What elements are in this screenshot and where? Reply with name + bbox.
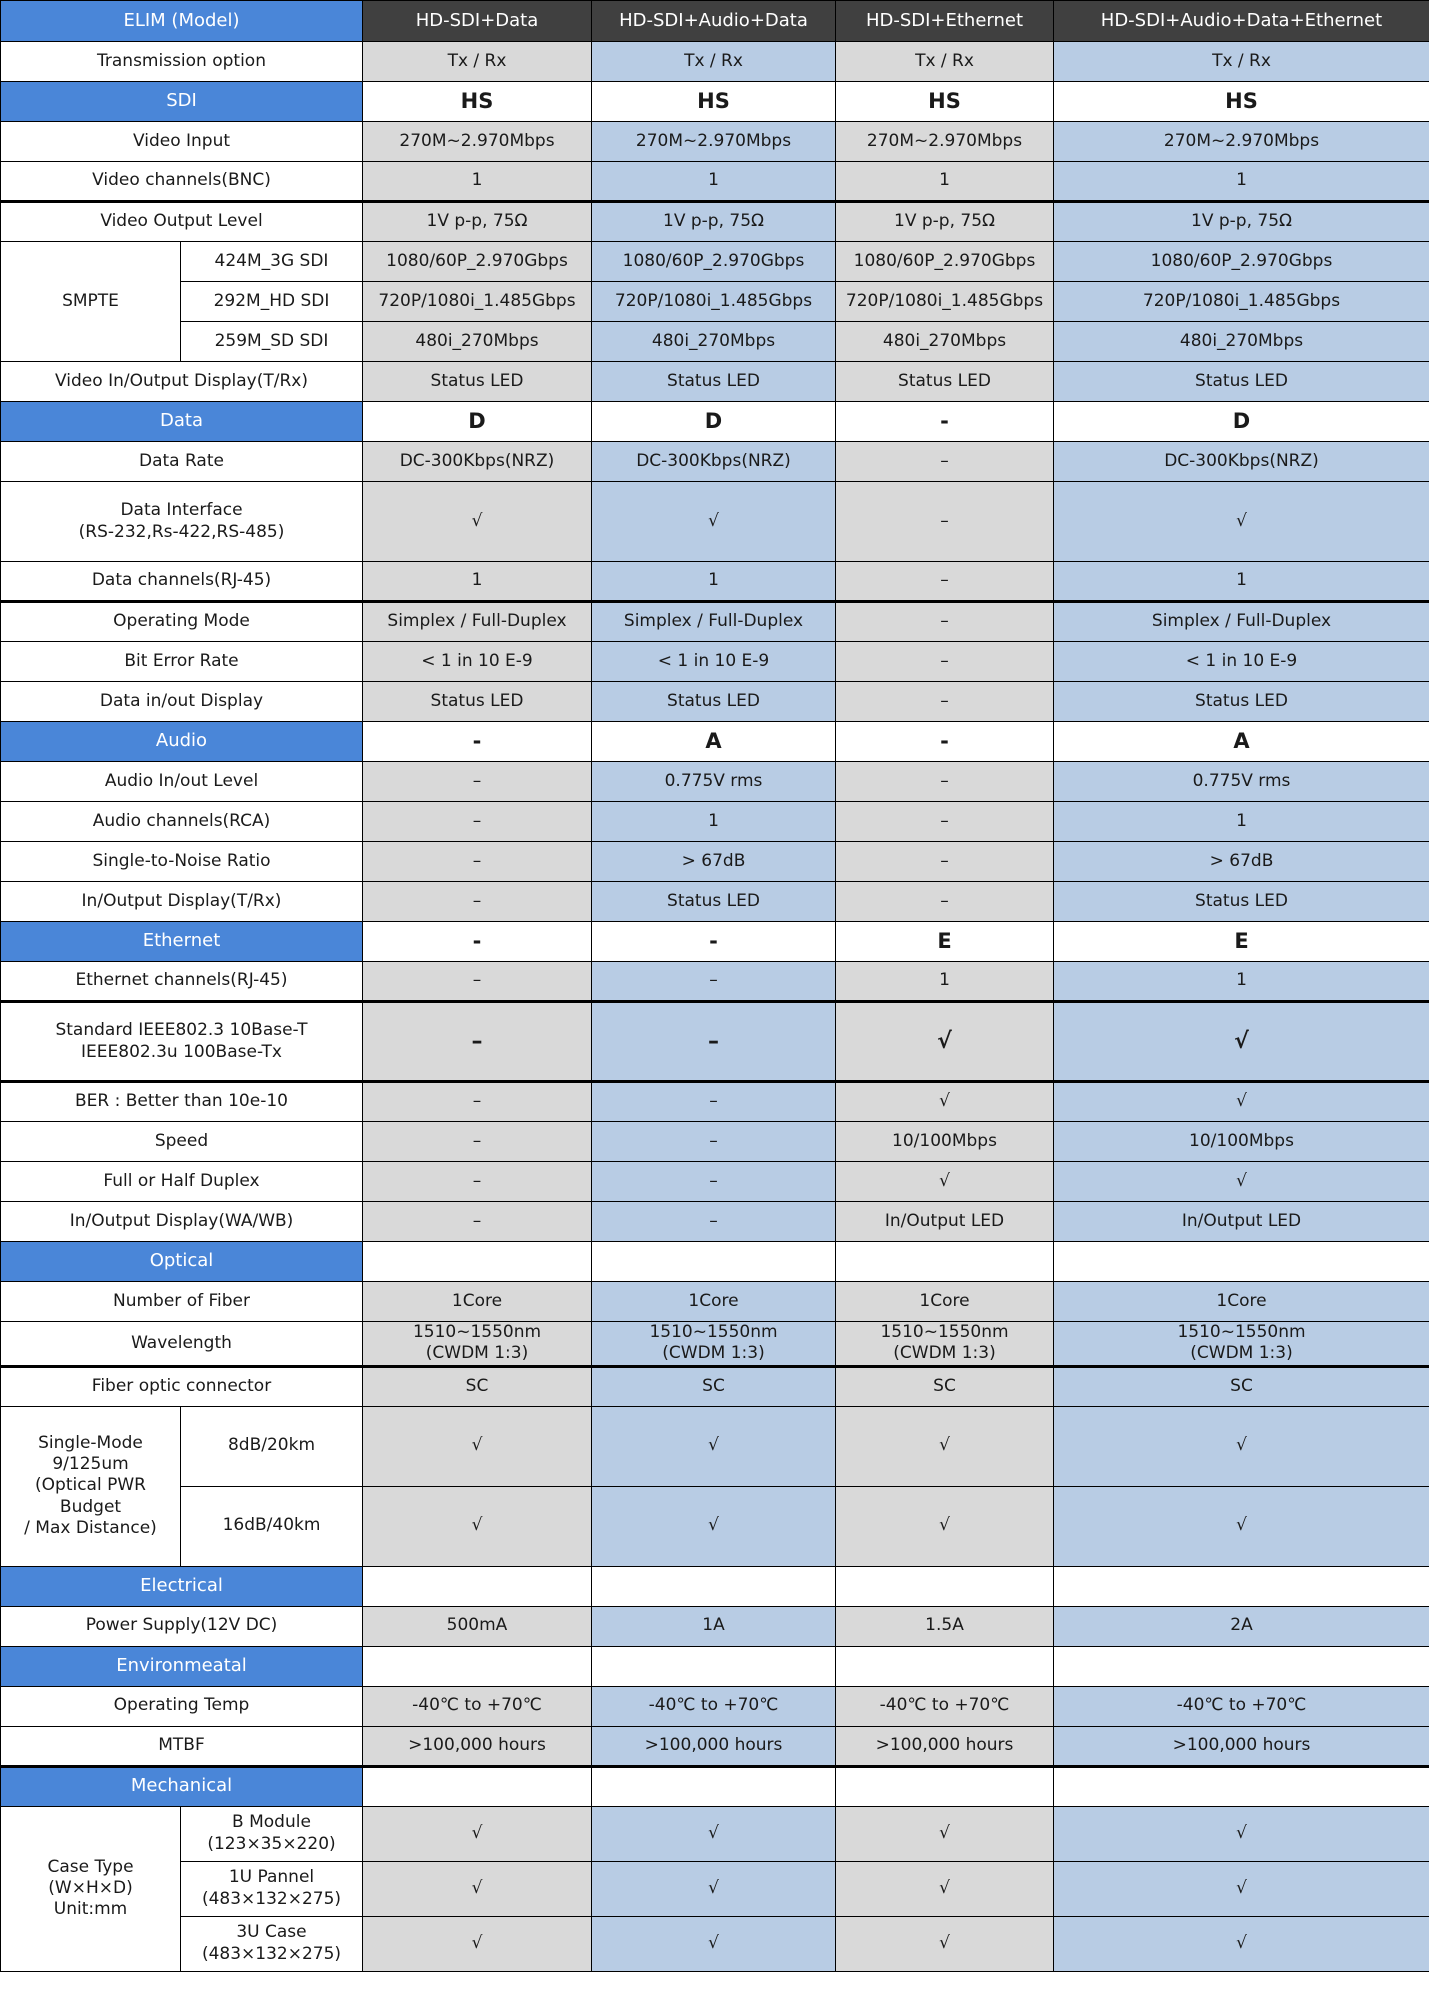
row-single-mode-40km <box>1 1486 1429 1566</box>
cell-ethernet-channels-4: 1 <box>1054 962 1429 1002</box>
cell-video-channels-bnc-1: 1 <box>363 162 592 202</box>
cell-audio-display-4: Status LED <box>1054 882 1429 922</box>
row-label-ethernet-duplex: Full or Half Duplex <box>1 1162 363 1202</box>
cell-ethernet-2: - <box>592 922 836 962</box>
row-fiber-connector <box>1 1366 1429 1406</box>
cell-operating-mode-3: – <box>836 602 1054 642</box>
cell-number-of-fiber-3: 1Core <box>836 1282 1054 1322</box>
row-wavelength <box>1 1322 1429 1367</box>
row-label-bit-error-rate: Bit Error Rate <box>1 642 363 682</box>
sub-label-case-3u: 3U Case (483×132×275) <box>181 1916 363 1971</box>
header-row <box>1 1 1429 42</box>
sub-label-case-1u: 1U Pannel (483×132×275) <box>181 1861 363 1916</box>
cell-snr-2: > 67dB <box>592 842 836 882</box>
cell-number-of-fiber-2: 1Core <box>592 1282 836 1322</box>
cell-snr-3: – <box>836 842 1054 882</box>
sub-label-case-b-module: B Module (123×35×220) <box>181 1806 363 1861</box>
cell-data-rate-2: DC-300Kbps(NRZ) <box>592 442 836 482</box>
row-ethernet-duplex <box>1 1162 1429 1202</box>
section-label-optical: Optical <box>1 1242 363 1282</box>
cell-bit-error-rate-2: < 1 in 10 E-9 <box>592 642 836 682</box>
row-mtbf <box>1 1726 1429 1766</box>
cell-data-interface-2: √ <box>592 482 836 562</box>
cell-ethernet-display-3: In/Output LED <box>836 1202 1054 1242</box>
row-data-rate <box>1 442 1429 482</box>
cell-video-display-3: Status LED <box>836 362 1054 402</box>
cell-ethernet-speed-4: 10/100Mbps <box>1054 1122 1429 1162</box>
cell-audio-level-1: – <box>363 762 592 802</box>
cell-case-b-module-3: √ <box>836 1806 1054 1861</box>
row-smpte-424m <box>1 242 1429 282</box>
row-label-audio-display: In/Output Display(T/Rx) <box>1 882 363 922</box>
cell-environmental-2 <box>592 1646 836 1686</box>
cell-case-b-module-2: √ <box>592 1806 836 1861</box>
cell-single-mode-20km-1: √ <box>363 1406 592 1486</box>
cell-ethernet-channels-3: 1 <box>836 962 1054 1002</box>
row-label-mtbf: MTBF <box>1 1726 363 1766</box>
cell-data-interface-1: √ <box>363 482 592 562</box>
cell-video-display-1: Status LED <box>363 362 592 402</box>
cell-operating-mode-4: Simplex / Full-Duplex <box>1054 602 1429 642</box>
row-label-data-channels: Data channels(RJ-45) <box>1 562 363 602</box>
row-video-input <box>1 122 1429 162</box>
cell-optical-3 <box>836 1242 1054 1282</box>
row-label-data-display: Data in/out Display <box>1 682 363 722</box>
row-ethernet <box>1 922 1429 962</box>
row-bit-error-rate <box>1 642 1429 682</box>
row-power-supply <box>1 1606 1429 1646</box>
cell-ethernet-channels-2: – <box>592 962 836 1002</box>
cell-power-supply-3: 1.5A <box>836 1606 1054 1646</box>
cell-audio-display-1: – <box>363 882 592 922</box>
cell-ethernet-4: E <box>1054 922 1429 962</box>
cell-video-output-level-4: 1V p-p, 75Ω <box>1054 202 1429 242</box>
cell-smpte-292m-3: 720P/1080i_1.485Gbps <box>836 282 1054 322</box>
cell-snr-1: – <box>363 842 592 882</box>
cell-data-rate-4: DC-300Kbps(NRZ) <box>1054 442 1429 482</box>
row-data <box>1 402 1429 442</box>
row-label-video-input: Video Input <box>1 122 363 162</box>
section-label-audio: Audio <box>1 722 363 762</box>
cell-wavelength-3: 1510~1550nm (CWDM 1:3) <box>836 1322 1054 1367</box>
cell-ethernet-channels-1: – <box>363 962 592 1002</box>
row-label-operating-mode: Operating Mode <box>1 602 363 642</box>
cell-audio-channels-1: – <box>363 802 592 842</box>
cell-ethernet-display-4: In/Output LED <box>1054 1202 1429 1242</box>
cell-video-input-1: 270M~2.970Mbps <box>363 122 592 162</box>
row-smpte-259m <box>1 322 1429 362</box>
row-operating-temp <box>1 1686 1429 1726</box>
row-snr <box>1 842 1429 882</box>
cell-ethernet-standard-1: – <box>363 1002 592 1082</box>
row-label-number-of-fiber: Number of Fiber <box>1 1282 363 1322</box>
row-label-ethernet-standard: Standard IEEE802.3 10Base-T IEEE802.3u 100Base-Tx <box>1 1002 363 1082</box>
row-label-fiber-connector: Fiber optic connector <box>1 1366 363 1406</box>
sub-label-smpte-424m: 424M_3G SDI <box>181 242 363 282</box>
model-header-4: HD-SDI+Audio+Data+Ethernet <box>1054 1 1429 42</box>
row-label-power-supply: Power Supply(12V DC) <box>1 1606 363 1646</box>
header-label: ELIM (Model) <box>1 1 363 42</box>
row-video-display <box>1 362 1429 402</box>
cell-mechanical-1 <box>363 1766 592 1806</box>
cell-video-display-4: Status LED <box>1054 362 1429 402</box>
group-label-single-mode-20km: Single-Mode 9/125um (Optical PWR Budget / Max Distance) <box>1 1406 181 1566</box>
cell-smpte-292m-4: 720P/1080i_1.485Gbps <box>1054 282 1429 322</box>
cell-audio-channels-2: 1 <box>592 802 836 842</box>
cell-audio-channels-3: – <box>836 802 1054 842</box>
cell-electrical-3 <box>836 1566 1054 1606</box>
cell-ethernet-speed-3: 10/100Mbps <box>836 1122 1054 1162</box>
cell-audio-display-2: Status LED <box>592 882 836 922</box>
row-label-audio-channels: Audio channels(RCA) <box>1 802 363 842</box>
row-label-operating-temp: Operating Temp <box>1 1686 363 1726</box>
cell-ethernet-ber-1: – <box>363 1082 592 1122</box>
row-video-channels-bnc <box>1 162 1429 202</box>
cell-single-mode-40km-4: √ <box>1054 1486 1429 1566</box>
cell-data-1: D <box>363 402 592 442</box>
cell-fiber-connector-1: SC <box>363 1366 592 1406</box>
row-label-transmission-option: Transmission option <box>1 42 363 82</box>
cell-case-b-module-4: √ <box>1054 1806 1429 1861</box>
cell-audio-4: A <box>1054 722 1429 762</box>
cell-audio-2: A <box>592 722 836 762</box>
cell-power-supply-1: 500mA <box>363 1606 592 1646</box>
cell-ethernet-display-2: – <box>592 1202 836 1242</box>
cell-ethernet-duplex-1: – <box>363 1162 592 1202</box>
row-audio-level <box>1 762 1429 802</box>
cell-ethernet-speed-2: – <box>592 1122 836 1162</box>
cell-audio-level-4: 0.775V rms <box>1054 762 1429 802</box>
row-label-data-interface: Data Interface (RS-232,Rs-422,RS-485) <box>1 482 363 562</box>
group-label-smpte-424m: SMPTE <box>1 242 181 362</box>
cell-data-channels-4: 1 <box>1054 562 1429 602</box>
row-label-video-channels-bnc: Video channels(BNC) <box>1 162 363 202</box>
cell-ethernet-1: - <box>363 922 592 962</box>
cell-bit-error-rate-3: – <box>836 642 1054 682</box>
cell-video-channels-bnc-4: 1 <box>1054 162 1429 202</box>
cell-operating-temp-4: -40℃ to +70℃ <box>1054 1686 1429 1726</box>
row-data-interface <box>1 482 1429 562</box>
cell-data-interface-3: – <box>836 482 1054 562</box>
cell-ethernet-duplex-3: √ <box>836 1162 1054 1202</box>
cell-single-mode-40km-3: √ <box>836 1486 1054 1566</box>
row-label-audio-level: Audio In/out Level <box>1 762 363 802</box>
cell-case-1u-3: √ <box>836 1861 1054 1916</box>
cell-single-mode-20km-3: √ <box>836 1406 1054 1486</box>
sub-label-single-mode-20km: 8dB/20km <box>181 1406 363 1486</box>
row-ethernet-standard <box>1 1002 1429 1082</box>
row-ethernet-display <box>1 1202 1429 1242</box>
group-label-case-b-module: Case Type (W×H×D) Unit:mm <box>1 1806 181 1971</box>
cell-mtbf-3: >100,000 hours <box>836 1726 1054 1766</box>
cell-data-display-2: Status LED <box>592 682 836 722</box>
cell-operating-temp-1: -40℃ to +70℃ <box>363 1686 592 1726</box>
cell-video-output-level-2: 1V p-p, 75Ω <box>592 202 836 242</box>
cell-mtbf-1: >100,000 hours <box>363 1726 592 1766</box>
row-electrical <box>1 1566 1429 1606</box>
cell-ethernet-duplex-2: – <box>592 1162 836 1202</box>
cell-case-1u-2: √ <box>592 1861 836 1916</box>
cell-environmental-4 <box>1054 1646 1429 1686</box>
row-label-data-rate: Data Rate <box>1 442 363 482</box>
cell-optical-1 <box>363 1242 592 1282</box>
sub-label-smpte-259m: 259M_SD SDI <box>181 322 363 362</box>
cell-mechanical-2 <box>592 1766 836 1806</box>
cell-ethernet-duplex-4: √ <box>1054 1162 1429 1202</box>
cell-data-channels-2: 1 <box>592 562 836 602</box>
cell-ethernet-ber-4: √ <box>1054 1082 1429 1122</box>
row-transmission-option <box>1 42 1429 82</box>
cell-transmission-option-4: Tx / Rx <box>1054 42 1429 82</box>
cell-smpte-424m-1: 1080/60P_2.970Gbps <box>363 242 592 282</box>
row-audio-display <box>1 882 1429 922</box>
cell-video-output-level-3: 1V p-p, 75Ω <box>836 202 1054 242</box>
row-case-3u <box>1 1916 1429 1971</box>
cell-power-supply-2: 1A <box>592 1606 836 1646</box>
cell-ethernet-standard-3: √ <box>836 1002 1054 1082</box>
row-audio <box>1 722 1429 762</box>
row-operating-mode <box>1 602 1429 642</box>
cell-audio-1: - <box>363 722 592 762</box>
cell-environmental-1 <box>363 1646 592 1686</box>
row-number-of-fiber <box>1 1282 1429 1322</box>
cell-snr-4: > 67dB <box>1054 842 1429 882</box>
cell-ethernet-display-1: – <box>363 1202 592 1242</box>
model-header-2: HD-SDI+Audio+Data <box>592 1 836 42</box>
cell-mechanical-3 <box>836 1766 1054 1806</box>
spec-table-body <box>1 1 1429 1972</box>
section-label-electrical: Electrical <box>1 1566 363 1606</box>
cell-operating-mode-1: Simplex / Full-Duplex <box>363 602 592 642</box>
row-data-display <box>1 682 1429 722</box>
row-label-ethernet-channels: Ethernet channels(RJ-45) <box>1 962 363 1002</box>
cell-number-of-fiber-4: 1Core <box>1054 1282 1429 1322</box>
cell-smpte-424m-2: 1080/60P_2.970Gbps <box>592 242 836 282</box>
row-video-output-level <box>1 202 1429 242</box>
cell-transmission-option-3: Tx / Rx <box>836 42 1054 82</box>
cell-data-4: D <box>1054 402 1429 442</box>
cell-video-channels-bnc-3: 1 <box>836 162 1054 202</box>
row-ethernet-channels <box>1 962 1429 1002</box>
model-header-1: HD-SDI+Data <box>363 1 592 42</box>
cell-electrical-1 <box>363 1566 592 1606</box>
row-label-ethernet-speed: Speed <box>1 1122 363 1162</box>
sub-label-single-mode-40km: 16dB/40km <box>181 1486 363 1566</box>
cell-bit-error-rate-1: < 1 in 10 E-9 <box>363 642 592 682</box>
model-header-3: HD-SDI+Ethernet <box>836 1 1054 42</box>
cell-data-rate-1: DC-300Kbps(NRZ) <box>363 442 592 482</box>
cell-data-rate-3: – <box>836 442 1054 482</box>
cell-data-3: - <box>836 402 1054 442</box>
row-environmental <box>1 1646 1429 1686</box>
cell-smpte-259m-4: 480i_270Mbps <box>1054 322 1429 362</box>
cell-mtbf-2: >100,000 hours <box>592 1726 836 1766</box>
cell-audio-level-3: – <box>836 762 1054 802</box>
cell-data-display-3: – <box>836 682 1054 722</box>
row-mechanical <box>1 1766 1429 1806</box>
cell-optical-4 <box>1054 1242 1429 1282</box>
cell-smpte-259m-3: 480i_270Mbps <box>836 322 1054 362</box>
row-label-wavelength: Wavelength <box>1 1322 363 1367</box>
cell-smpte-259m-2: 480i_270Mbps <box>592 322 836 362</box>
section-label-sdi: SDI <box>1 82 363 122</box>
cell-sdi-1: HS <box>363 82 592 122</box>
cell-single-mode-20km-2: √ <box>592 1406 836 1486</box>
cell-video-output-level-1: 1V p-p, 75Ω <box>363 202 592 242</box>
cell-audio-display-3: – <box>836 882 1054 922</box>
cell-electrical-4 <box>1054 1566 1429 1606</box>
cell-smpte-424m-3: 1080/60P_2.970Gbps <box>836 242 1054 282</box>
row-sdi <box>1 82 1429 122</box>
cell-number-of-fiber-1: 1Core <box>363 1282 592 1322</box>
row-label-video-display: Video In/Output Display(T/Rx) <box>1 362 363 402</box>
cell-data-2: D <box>592 402 836 442</box>
cell-single-mode-20km-4: √ <box>1054 1406 1429 1486</box>
cell-data-display-1: Status LED <box>363 682 592 722</box>
row-optical <box>1 1242 1429 1282</box>
cell-power-supply-4: 2A <box>1054 1606 1429 1646</box>
cell-transmission-option-1: Tx / Rx <box>363 42 592 82</box>
cell-smpte-292m-2: 720P/1080i_1.485Gbps <box>592 282 836 322</box>
cell-data-interface-4: √ <box>1054 482 1429 562</box>
cell-operating-temp-3: -40℃ to +70℃ <box>836 1686 1054 1726</box>
row-data-channels <box>1 562 1429 602</box>
cell-video-input-2: 270M~2.970Mbps <box>592 122 836 162</box>
cell-wavelength-4: 1510~1550nm (CWDM 1:3) <box>1054 1322 1429 1367</box>
cell-video-input-3: 270M~2.970Mbps <box>836 122 1054 162</box>
cell-wavelength-2: 1510~1550nm (CWDM 1:3) <box>592 1322 836 1367</box>
row-label-ethernet-ber: BER : Better than 10e-10 <box>1 1082 363 1122</box>
cell-fiber-connector-3: SC <box>836 1366 1054 1406</box>
cell-case-3u-4: √ <box>1054 1916 1429 1971</box>
cell-ethernet-speed-1: – <box>363 1122 592 1162</box>
cell-optical-2 <box>592 1242 836 1282</box>
cell-ethernet-ber-3: √ <box>836 1082 1054 1122</box>
cell-video-input-4: 270M~2.970Mbps <box>1054 122 1429 162</box>
cell-case-b-module-1: √ <box>363 1806 592 1861</box>
cell-ethernet-standard-4: √ <box>1054 1002 1429 1082</box>
cell-video-display-2: Status LED <box>592 362 836 402</box>
row-ethernet-ber <box>1 1082 1429 1122</box>
section-label-ethernet: Ethernet <box>1 922 363 962</box>
cell-electrical-2 <box>592 1566 836 1606</box>
cell-data-channels-3: – <box>836 562 1054 602</box>
row-label-video-output-level: Video Output Level <box>1 202 363 242</box>
cell-smpte-259m-1: 480i_270Mbps <box>363 322 592 362</box>
cell-fiber-connector-2: SC <box>592 1366 836 1406</box>
cell-ethernet-3: E <box>836 922 1054 962</box>
cell-wavelength-1: 1510~1550nm (CWDM 1:3) <box>363 1322 592 1367</box>
cell-transmission-option-2: Tx / Rx <box>592 42 836 82</box>
cell-video-channels-bnc-2: 1 <box>592 162 836 202</box>
cell-case-1u-4: √ <box>1054 1861 1429 1916</box>
cell-ethernet-ber-2: – <box>592 1082 836 1122</box>
row-audio-channels <box>1 802 1429 842</box>
cell-mechanical-4 <box>1054 1766 1429 1806</box>
row-case-1u <box>1 1861 1429 1916</box>
cell-ethernet-standard-2: – <box>592 1002 836 1082</box>
cell-smpte-292m-1: 720P/1080i_1.485Gbps <box>363 282 592 322</box>
cell-operating-temp-2: -40℃ to +70℃ <box>592 1686 836 1726</box>
cell-audio-level-2: 0.775V rms <box>592 762 836 802</box>
cell-operating-mode-2: Simplex / Full-Duplex <box>592 602 836 642</box>
cell-smpte-424m-4: 1080/60P_2.970Gbps <box>1054 242 1429 282</box>
cell-data-display-4: Status LED <box>1054 682 1429 722</box>
row-smpte-292m <box>1 282 1429 322</box>
cell-audio-channels-4: 1 <box>1054 802 1429 842</box>
row-label-ethernet-display: In/Output Display(WA/WB) <box>1 1202 363 1242</box>
cell-case-3u-3: √ <box>836 1916 1054 1971</box>
sub-label-smpte-292m: 292M_HD SDI <box>181 282 363 322</box>
cell-data-channels-1: 1 <box>363 562 592 602</box>
cell-sdi-2: HS <box>592 82 836 122</box>
cell-audio-3: - <box>836 722 1054 762</box>
section-label-data: Data <box>1 402 363 442</box>
cell-bit-error-rate-4: < 1 in 10 E-9 <box>1054 642 1429 682</box>
cell-case-3u-2: √ <box>592 1916 836 1971</box>
section-label-mechanical: Mechanical <box>1 1766 363 1806</box>
row-case-b-module <box>1 1806 1429 1861</box>
cell-sdi-3: HS <box>836 82 1054 122</box>
row-single-mode-20km <box>1 1406 1429 1486</box>
cell-case-3u-1: √ <box>363 1916 592 1971</box>
cell-environmental-3 <box>836 1646 1054 1686</box>
cell-mtbf-4: >100,000 hours <box>1054 1726 1429 1766</box>
cell-fiber-connector-4: SC <box>1054 1366 1429 1406</box>
cell-sdi-4: HS <box>1054 82 1429 122</box>
cell-single-mode-40km-1: √ <box>363 1486 592 1566</box>
cell-single-mode-40km-2: √ <box>592 1486 836 1566</box>
cell-case-1u-1: √ <box>363 1861 592 1916</box>
section-label-environmental: Environmeatal <box>1 1646 363 1686</box>
row-label-snr: Single-to-Noise Ratio <box>1 842 363 882</box>
row-ethernet-speed <box>1 1122 1429 1162</box>
